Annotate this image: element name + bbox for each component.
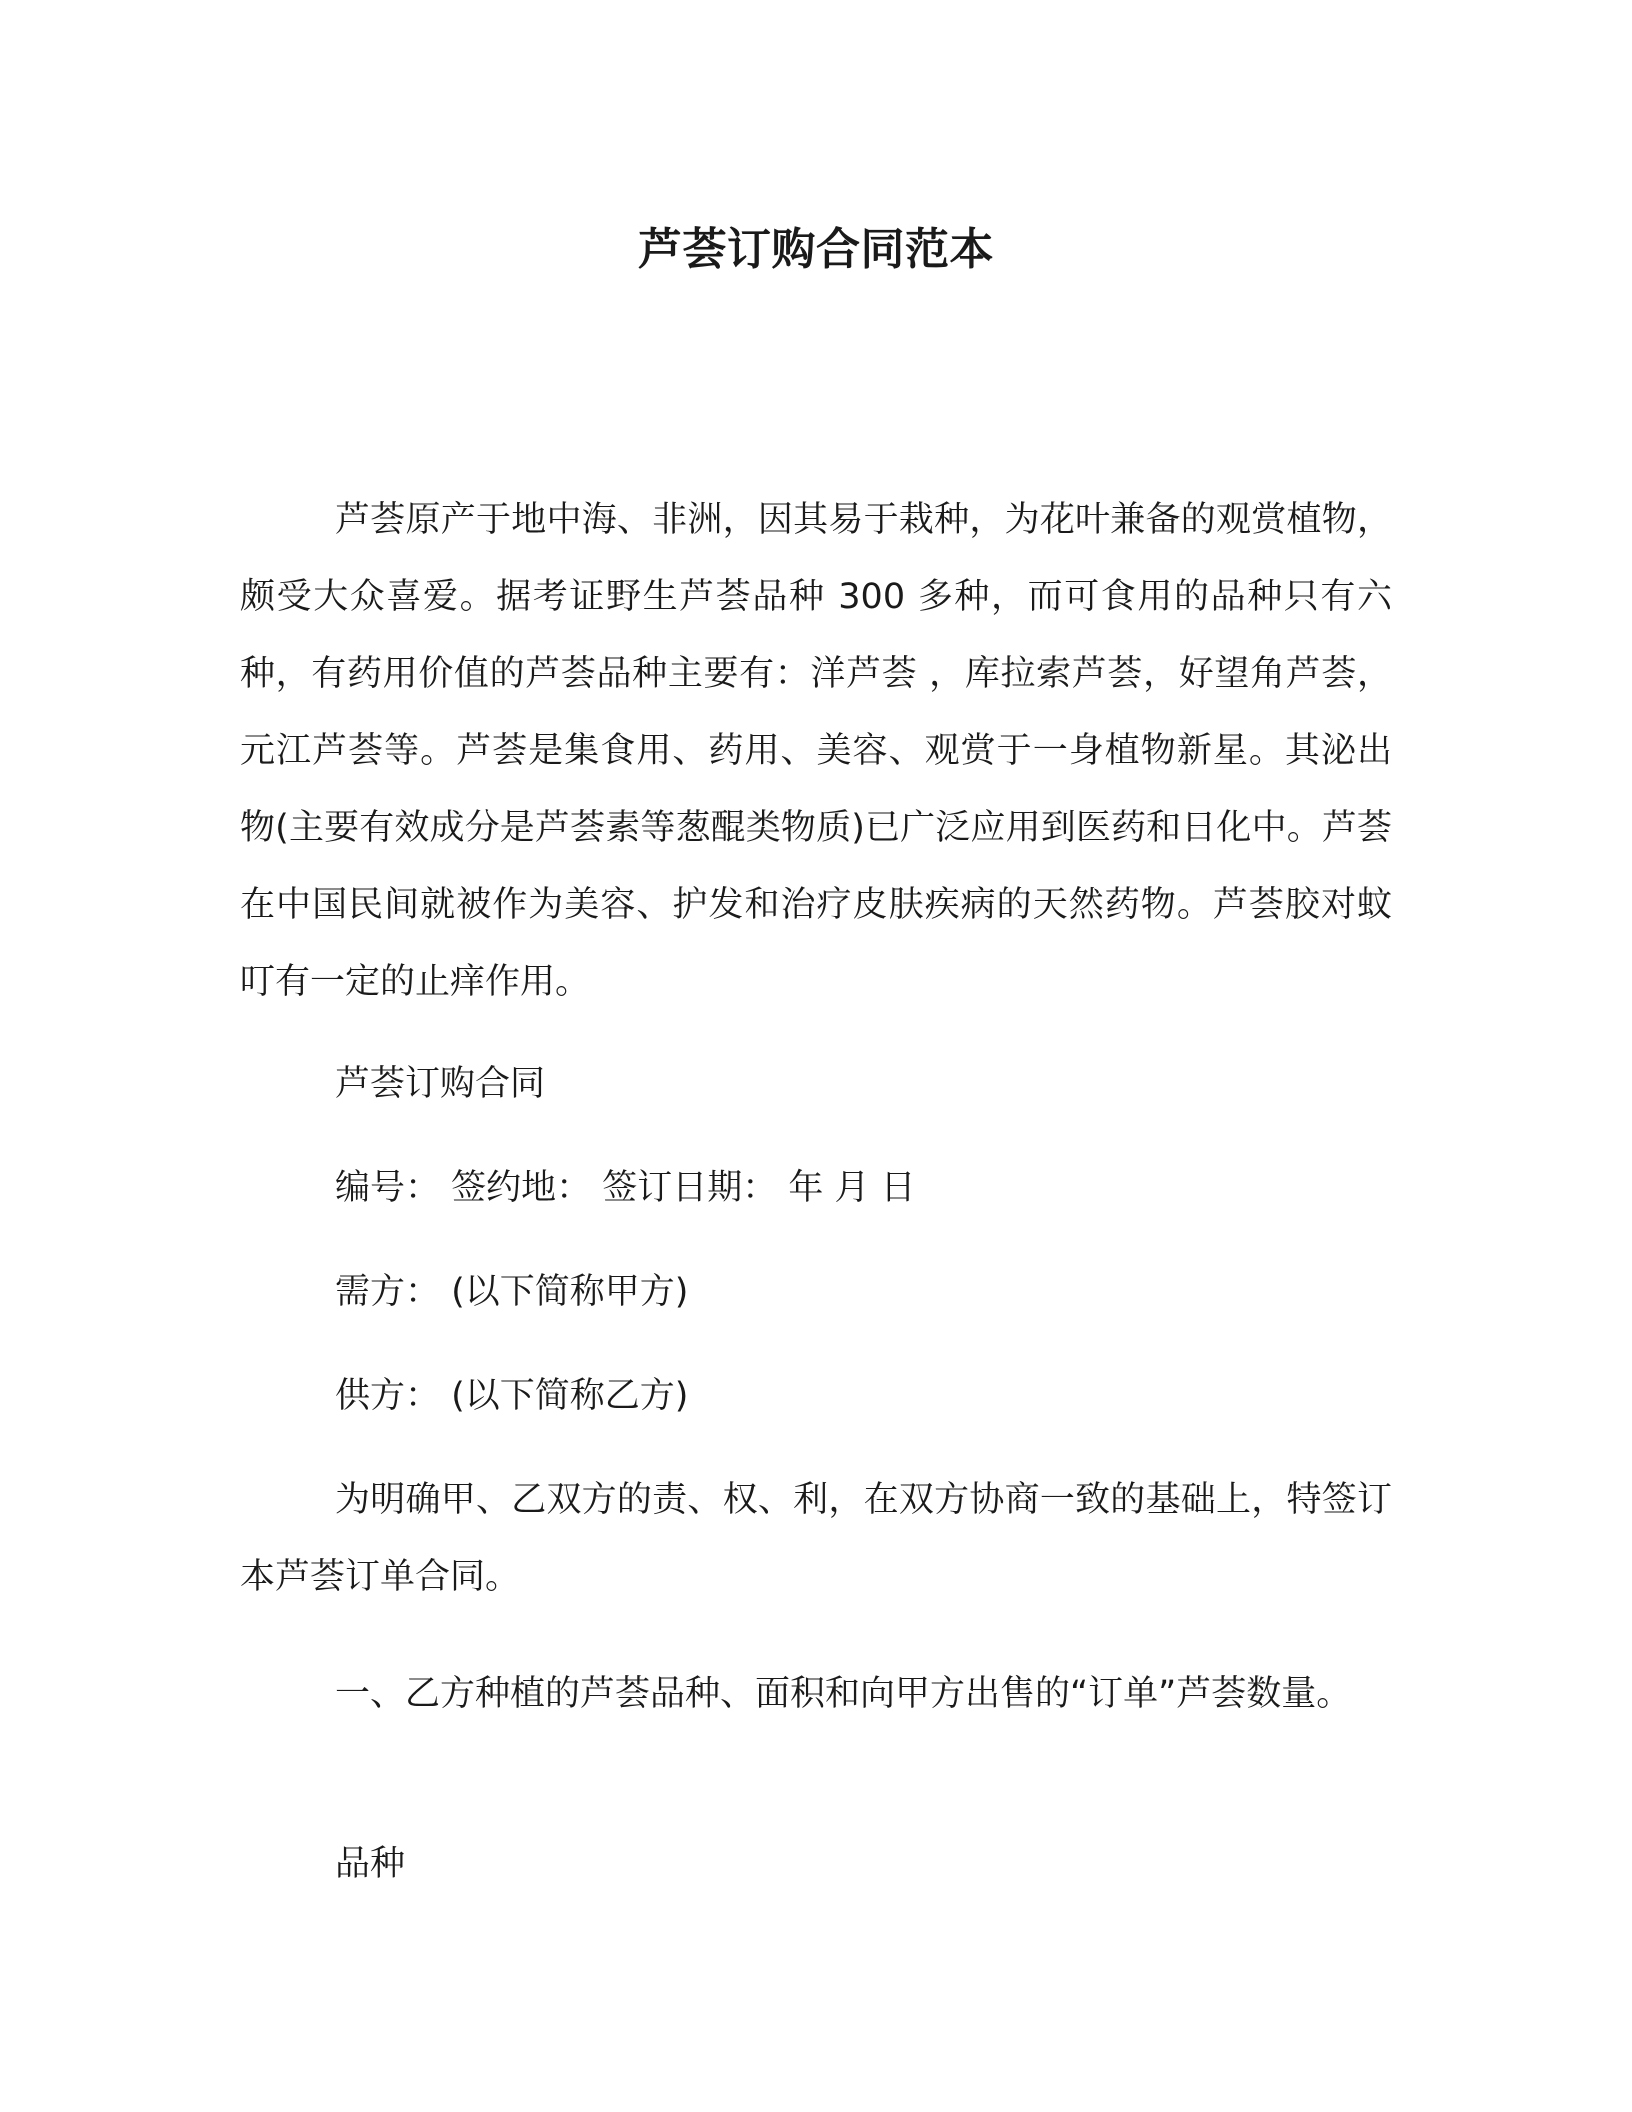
variety-label-text: 品种 [335, 1844, 406, 1884]
purpose-paragraph [240, 1462, 1392, 1616]
document-title: 芦荟订购合同范本 [638, 224, 994, 275]
buyer-text: 需方： (以下简称甲方) [335, 1272, 689, 1312]
clause-one-text: 一、乙方种植的芦荟品种、面积和向甲方出售的“订单”芦荟数量。 [335, 1674, 1352, 1714]
seller-line [240, 1358, 1392, 1435]
seller-text: 供方： (以下简称乙方) [335, 1376, 689, 1416]
buyer-line [240, 1254, 1392, 1331]
contract-heading [240, 1046, 1392, 1123]
contract-meta-line [240, 1150, 1392, 1227]
clause-one-paragraph [240, 1656, 1392, 1733]
contract-meta-text: 编号： 签约地： 签订日期： 年 月 日 [335, 1168, 916, 1208]
intro-text: 芦荟原产于地中海、非洲，因其易于栽种，为花叶兼备的观赏植物，颇受大众喜爱。据考证野生芦荟品种 300 多种，而可食用的品种只有六种，有药用价值的芦荟品种主要有：洋芦荟 ，库拉索芦荟，好望角芦荟，元江芦荟等。芦荟是集食用、药用、美容、观赏于一身植物新星。其泌出物(主要有效成分是芦荟素等葱醌类物质)已广泛应用到医药和日化中。芦荟在中国民间就被作为美容、护发和治疗皮肤疾病的天然药物。芦荟胶对蚊叮有一定的止痒作用。 [240, 500, 1392, 1002]
intro-paragraph [240, 482, 1392, 1021]
variety-label [240, 1826, 1392, 1903]
purpose-text: 为明确甲、乙双方的责、权、利，在双方协商一致的基础上，特签订本芦荟订单合同。 [240, 1480, 1392, 1597]
contract-heading-text: 芦荟订购合同 [335, 1064, 546, 1104]
